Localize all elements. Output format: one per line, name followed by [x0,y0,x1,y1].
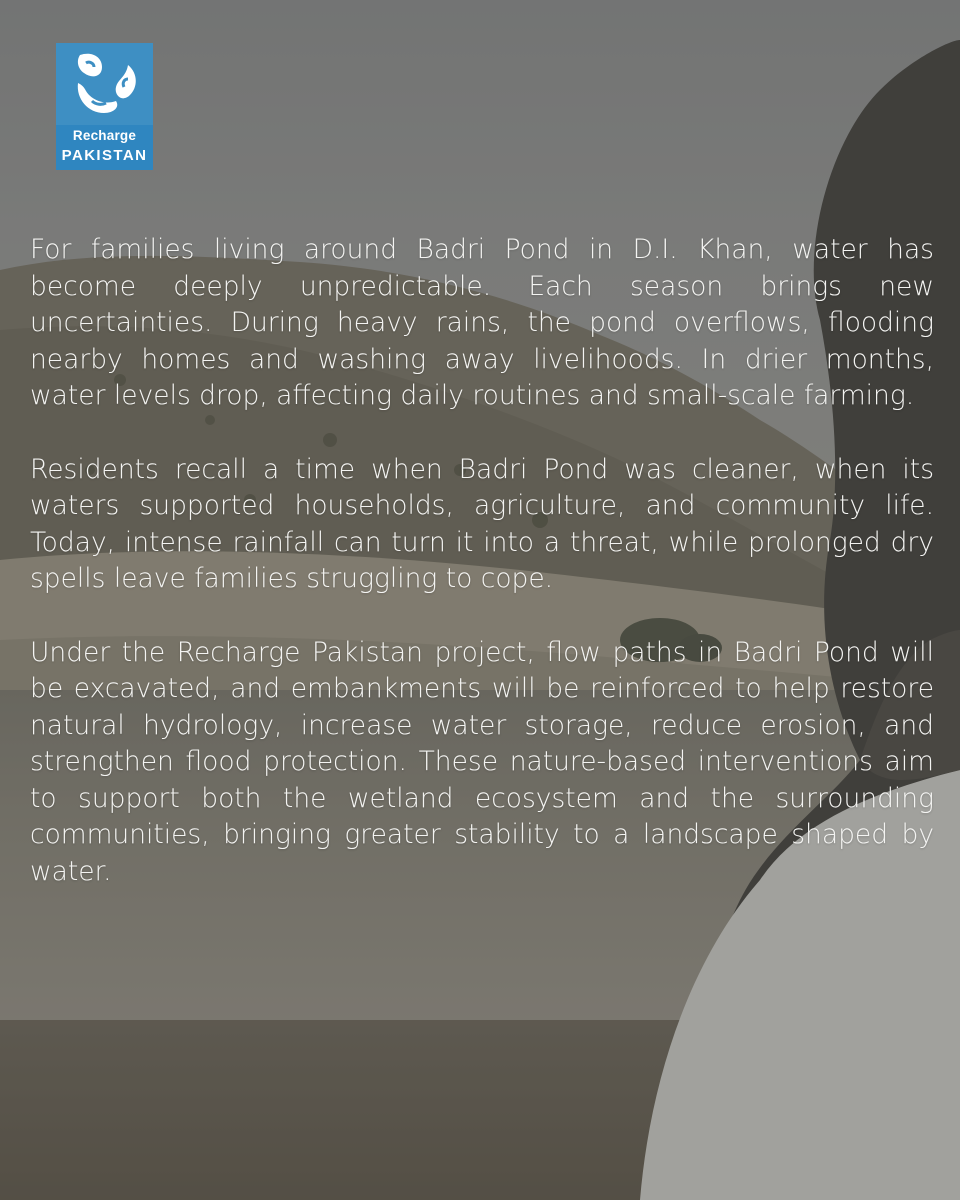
water-drops-icon [56,43,153,125]
logo-mark [56,43,153,125]
paragraph-2: Residents recall a time when Badri Pond was cleaner, when its waters supported households, agriculture, and community life. Today, intense rainfall can turn it into a threat, while prolonged dry spells leave families struggling to cope. [30,453,934,594]
recharge-pakistan-logo [56,43,153,170]
logo-line-recharge: Recharge [72,128,137,143]
story-text [30,232,934,927]
logo-line-pakistan: PAKISTAN [61,147,148,164]
paragraph-1: For families living around Badri Pond in D.I. Khan, water has become deeply unpredictable. Each season brings new uncertainties. During heavy rains, the pond overflows, flooding nearby homes and washing away livelihoods. In drier months, water levels drop, affecting daily routines and small-scale farming. [30,234,934,411]
paragraph-3: Under the Recharge Pakistan project, flow paths in Badri Pond will be excavated, and embankments will be reinforced to help restore natural hydrology, increase water storage, reduce erosion, and strengthen flood protection. These nature-based interventions aim to support both the wetland ecosystem and the surrounding communities, bringing greater stability to a landscape shaped by water. [30,636,934,887]
